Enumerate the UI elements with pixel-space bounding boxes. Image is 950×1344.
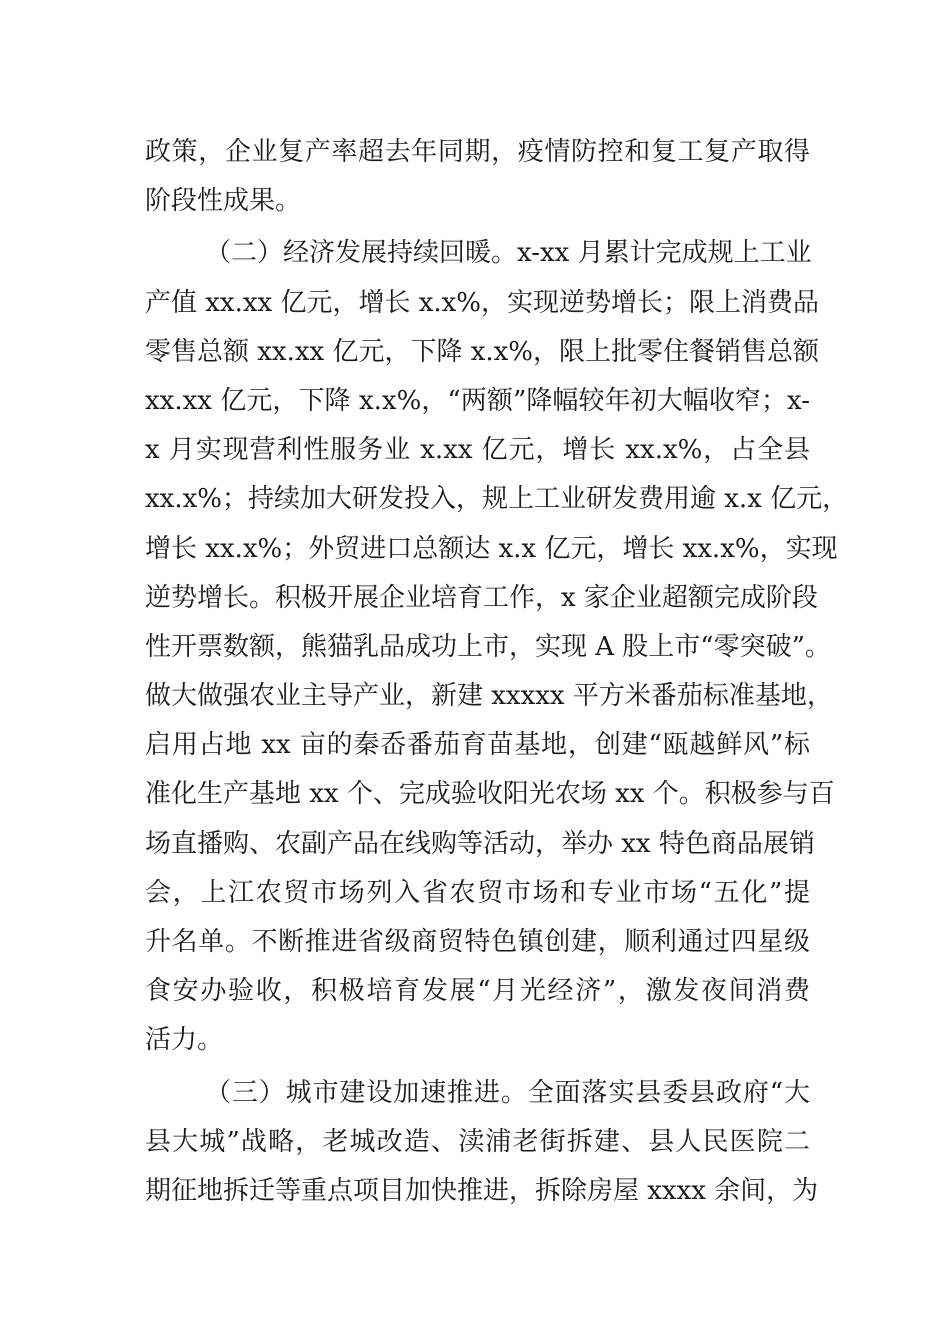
paragraph-line: 阶段性成果。 [145,186,302,217]
paragraph-line: 升名单。不断推进省级商贸特色镇创建，顺利通过四星级 [145,927,810,957]
paragraph-line: 活力。 [145,1025,224,1056]
paragraph-line: x 月实现营利性服务业 x.xx 亿元，增长 xx.x%，占全县 [145,435,810,466]
paragraph-line: 政策，企业复产率超去年同期，疫情防控和复工复产取得 [145,137,810,167]
paragraph-line: 启用占地 xx 亩的秦岙番茄育苗基地，创建“瓯越鲜风”标 [145,730,810,761]
paragraph-line: 做大做强农业主导产业，新建 xxxxx 平方米番茄标准基地， [145,681,833,712]
paragraph-line: 期征地拆迁等重点项目加快推进，拆除房屋 xxxx 余间，为 [145,1175,819,1206]
paragraph-line: 场直播购、农副产品在线购等活动，举办 xx 特色商品展销 [145,828,815,859]
paragraph-line: 增长 xx.x%；外贸进口总额达 x.x 亿元，增长 xx.x%，实现 [145,533,838,564]
paragraph-line: 产值 xx.xx 亿元，增长 x.x%，实现逆势增长；限上消费品 [145,287,820,318]
paragraph-line: （二）经济发展持续回暖。x-xx 月累计完成规上工业 [205,238,812,269]
paragraph-line: 逆势增长。积极开展企业培育工作，x 家企业超额完成阶段 [145,582,818,613]
paragraph-line: 会，上江农贸市场列入省农贸市场和专业市场“五化”提 [145,877,810,908]
paragraph-1 [145,128,810,226]
paragraph-line: （三）城市建设加速推进。全面落实县委县政府“大 [205,1077,810,1108]
document-body [145,128,849,1216]
paragraph-line: 零售总额 xx.xx 亿元，下降 x.x%，限上批零住餐销售总额 [145,336,820,367]
paragraph-line: xx.x%；持续加大研发投入，规上工业研发费用逾 x.x 亿元， [145,484,849,515]
paragraph-line: xx.xx 亿元，下降 x.x%，“两额”降幅较年初大幅收窄；x- [145,385,810,416]
paragraph-line: 准化生产基地 xx 个、完成验收阳光农场 xx 个。积极参与百 [145,779,835,810]
paragraph-line: 县大城”战略，老城改造、渎浦老街拆建、县人民医院二 [145,1126,810,1157]
paragraph-line: 食安办验收，积极培育发展“月光经济”，激发夜间消费 [145,976,810,1007]
paragraph-3 [145,1069,819,1217]
paragraph-line: 性开票数额，熊猫乳品成功上市，实现 A 股上市“零突破”。 [145,631,831,662]
paragraph-2 [145,229,849,1065]
